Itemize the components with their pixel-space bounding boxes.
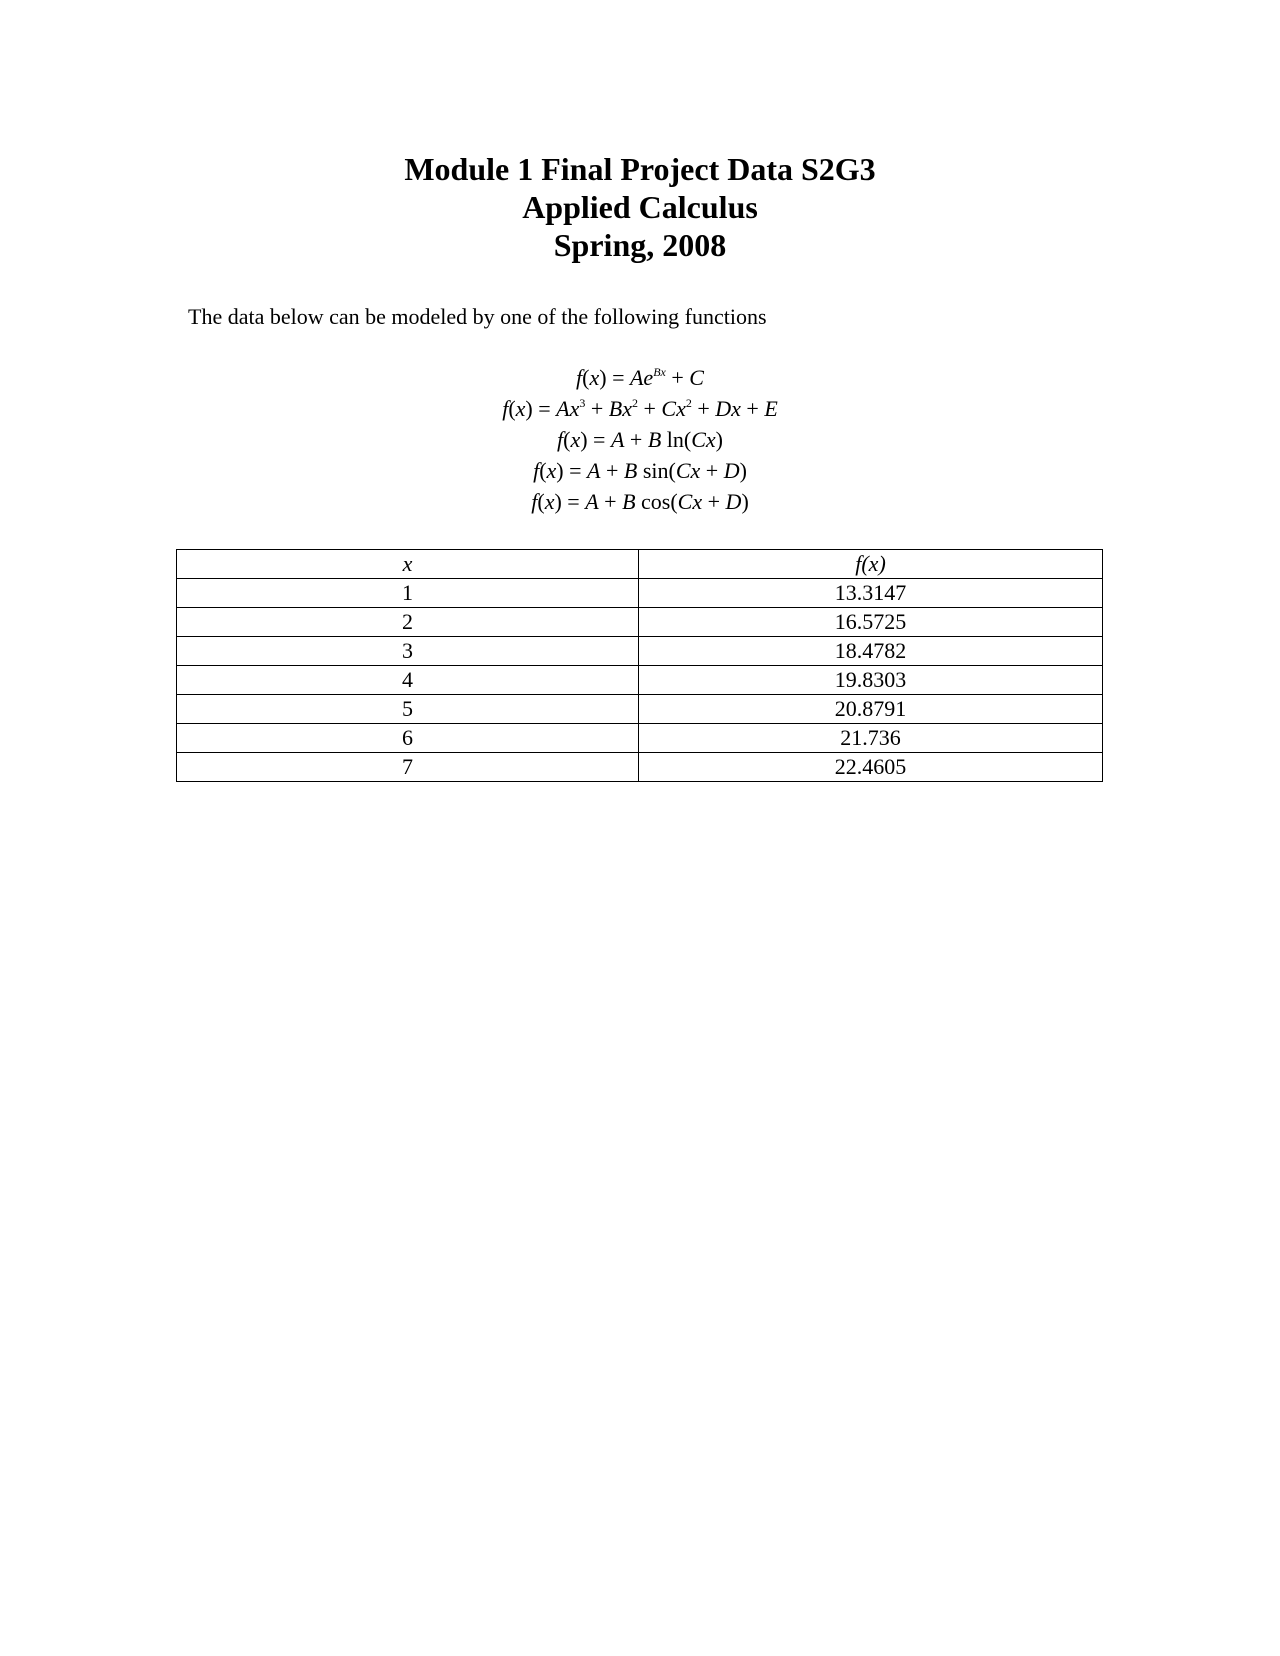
- column-header-x: x: [177, 550, 639, 579]
- cell-fx: 22.4605: [639, 753, 1103, 782]
- cell-x: 2: [177, 608, 639, 637]
- title-line-3: Spring, 2008: [553, 227, 727, 263]
- column-header-fx: f(x): [639, 550, 1103, 579]
- formula-exponential: $f(x) = Ae^{Bx} + C$: [576, 365, 704, 390]
- table-header-row: [177, 550, 1103, 579]
- cell-fx: 20.8791: [639, 695, 1103, 724]
- cell-x: 6: [177, 724, 639, 753]
- data-table: [176, 549, 1103, 782]
- intro-text: The data below can be modeled by one of the following functions: [188, 304, 767, 329]
- cell-fx: 18.4782: [639, 637, 1103, 666]
- cell-fx: 19.8303: [639, 666, 1103, 695]
- formula-sine: f(x) = A + B sin(Cx + D): [533, 458, 747, 483]
- table-row: [177, 695, 1103, 724]
- title-line-2: Applied Calculus: [522, 189, 758, 225]
- formula-cosine: f(x) = A + B cos(Cx + D): [531, 489, 749, 514]
- formula-polynomial: $f(x) = Ax^3 + Bx^2 + Cx^2 + Dx + E$: [502, 396, 778, 421]
- table-row: [177, 637, 1103, 666]
- cell-fx: 13.3147: [639, 579, 1103, 608]
- cell-x: 7: [177, 753, 639, 782]
- table-row: [177, 608, 1103, 637]
- cell-x: 3: [177, 637, 639, 666]
- cell-x: 1: [177, 579, 639, 608]
- title-line-1: Module 1 Final Project Data S2G3: [404, 151, 876, 187]
- table-row: [177, 724, 1103, 753]
- table-row: [177, 753, 1103, 782]
- cell-x: 4: [177, 666, 639, 695]
- table-row: [177, 579, 1103, 608]
- formula-list: [0, 362, 1280, 517]
- cell-fx: 21.736: [639, 724, 1103, 753]
- formula-logarithmic: f(x) = A + B ln(Cx): [556, 427, 723, 452]
- table-row: [177, 666, 1103, 695]
- cell-fx: 16.5725: [639, 608, 1103, 637]
- document-title: [0, 150, 1280, 264]
- cell-x: 5: [177, 695, 639, 724]
